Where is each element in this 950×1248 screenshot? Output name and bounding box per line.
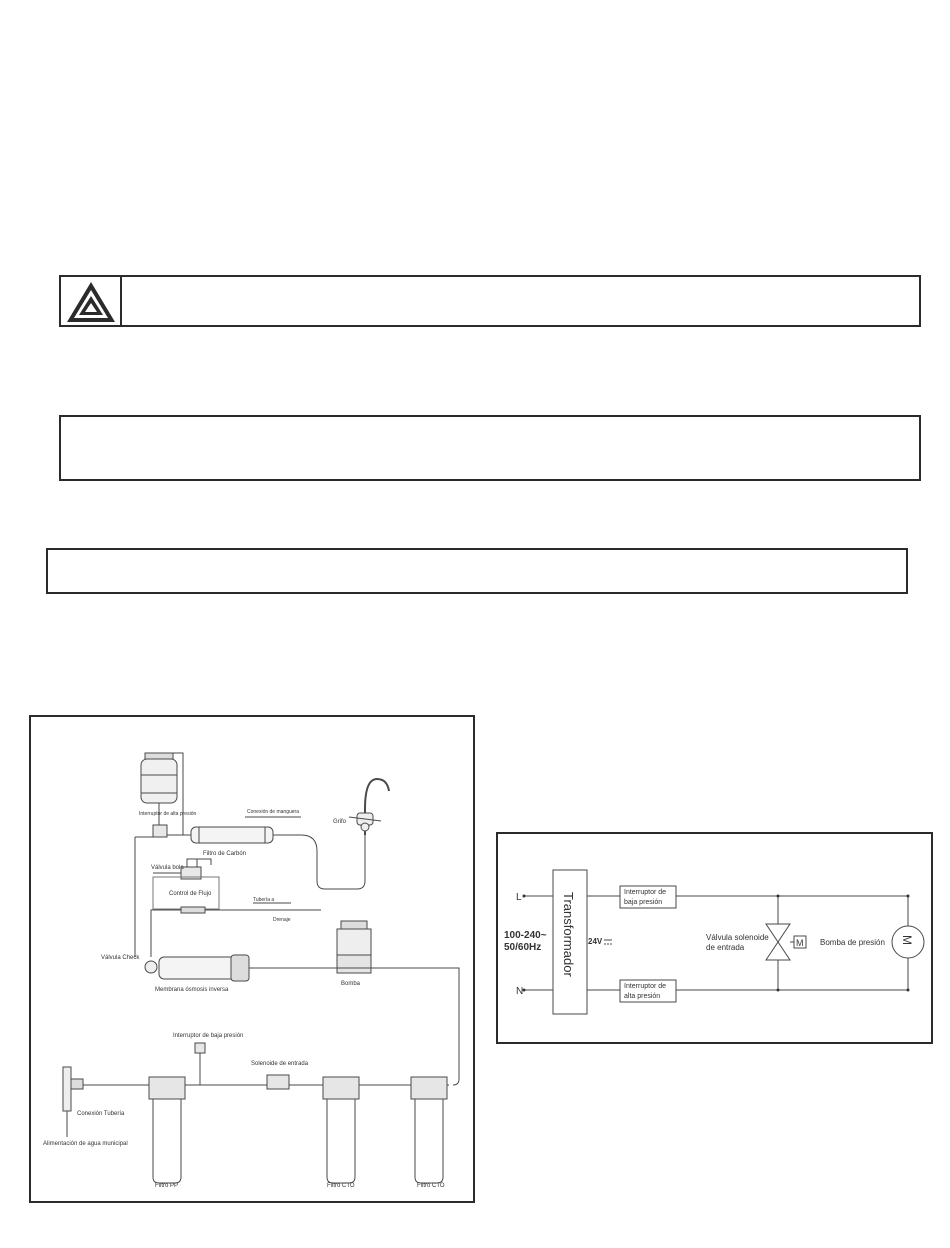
pressure-pump-label: Bomba de presión <box>820 938 885 947</box>
drain-pipe-label: Tubería a <box>253 897 275 903</box>
high-pressure-switch-label-1: Interruptor de <box>624 983 667 990</box>
carbon-filter <box>191 827 273 843</box>
input-frequency-label: 50/60Hz <box>504 942 542 953</box>
notice-box-secondary <box>46 548 908 594</box>
faucet-label: Grifo <box>333 819 347 825</box>
line-terminal-label: L <box>516 892 522 903</box>
solenoid-valve-label-1: Válvula solenoide <box>706 933 769 942</box>
municipal-supply-pipe <box>63 1067 83 1137</box>
ball-valve <box>181 859 211 879</box>
ro-membrane-label: Membrana ósmosis inversa <box>155 987 229 993</box>
notice-box <box>59 415 921 481</box>
neutral-terminal-label: N <box>516 986 524 997</box>
transformer-label: Transformador <box>561 892 576 977</box>
pressure-tank <box>141 753 183 835</box>
wiring-diagram-svg <box>498 834 931 1042</box>
cto-filter-2 <box>411 1077 447 1183</box>
faucet <box>349 779 389 841</box>
high-pressure-switch-label-2: alta presión <box>624 993 661 1000</box>
input-voltage-label: 100-240~ <box>504 930 547 941</box>
warning-banner <box>59 275 921 327</box>
motor-symbol-label: M <box>900 935 914 945</box>
low-pressure-switch-label-2: baja presión <box>624 899 663 906</box>
cto-filter-1 <box>323 1077 359 1183</box>
pump-label: Bomba <box>341 981 361 987</box>
pump <box>337 921 459 1085</box>
high-pressure-switch <box>153 825 167 837</box>
warning-divider <box>120 277 122 325</box>
pp-filter <box>149 1077 185 1183</box>
solenoid-valve-label-2: de entrada <box>706 943 745 952</box>
solenoid-valve-symbol <box>766 924 790 960</box>
pp-filter-label: Filtro PP <box>155 1183 179 1189</box>
flow-restrictor <box>181 907 205 913</box>
cto-filter-2-label: Filtro CTO <box>417 1183 445 1189</box>
high-pressure-switch-label: Interruptor de alta presión <box>139 811 197 817</box>
output-voltage-label: 24V <box>588 937 603 946</box>
inlet-solenoid-label: Solenoide de entrada <box>251 1061 309 1067</box>
hose-connection-label: Conexión de manguera <box>247 809 299 815</box>
solenoid-symbol-label: M <box>796 938 804 948</box>
low-pressure-switch-label-1: Interruptor de <box>624 889 667 896</box>
low-pressure-switch <box>195 1043 205 1085</box>
flow-control-label: Control de Flujo <box>169 891 212 897</box>
carbon-filter-label: Filtro de Carbón <box>203 851 247 857</box>
pipe-connection-label: Conexión Tubería <box>77 1111 125 1117</box>
wiring-diagram <box>496 832 933 1044</box>
warning-triangle-icon <box>63 278 119 326</box>
plumbing-diagram-svg <box>31 717 473 1201</box>
low-pressure-switch-label: Interruptor de baja presión <box>173 1033 244 1039</box>
ball-valve-label: Válvula bola <box>151 865 184 871</box>
inlet-solenoid <box>267 1075 289 1089</box>
plumbing-diagram <box>29 715 475 1203</box>
drain-label: Drenaje <box>273 917 291 923</box>
check-valve-label: Válvula Check <box>101 955 140 961</box>
municipal-supply-label: Alimentación de agua municipal <box>43 1141 128 1147</box>
ro-membrane <box>145 955 337 981</box>
cto-filter-1-label: Filtro CTO <box>327 1183 355 1189</box>
